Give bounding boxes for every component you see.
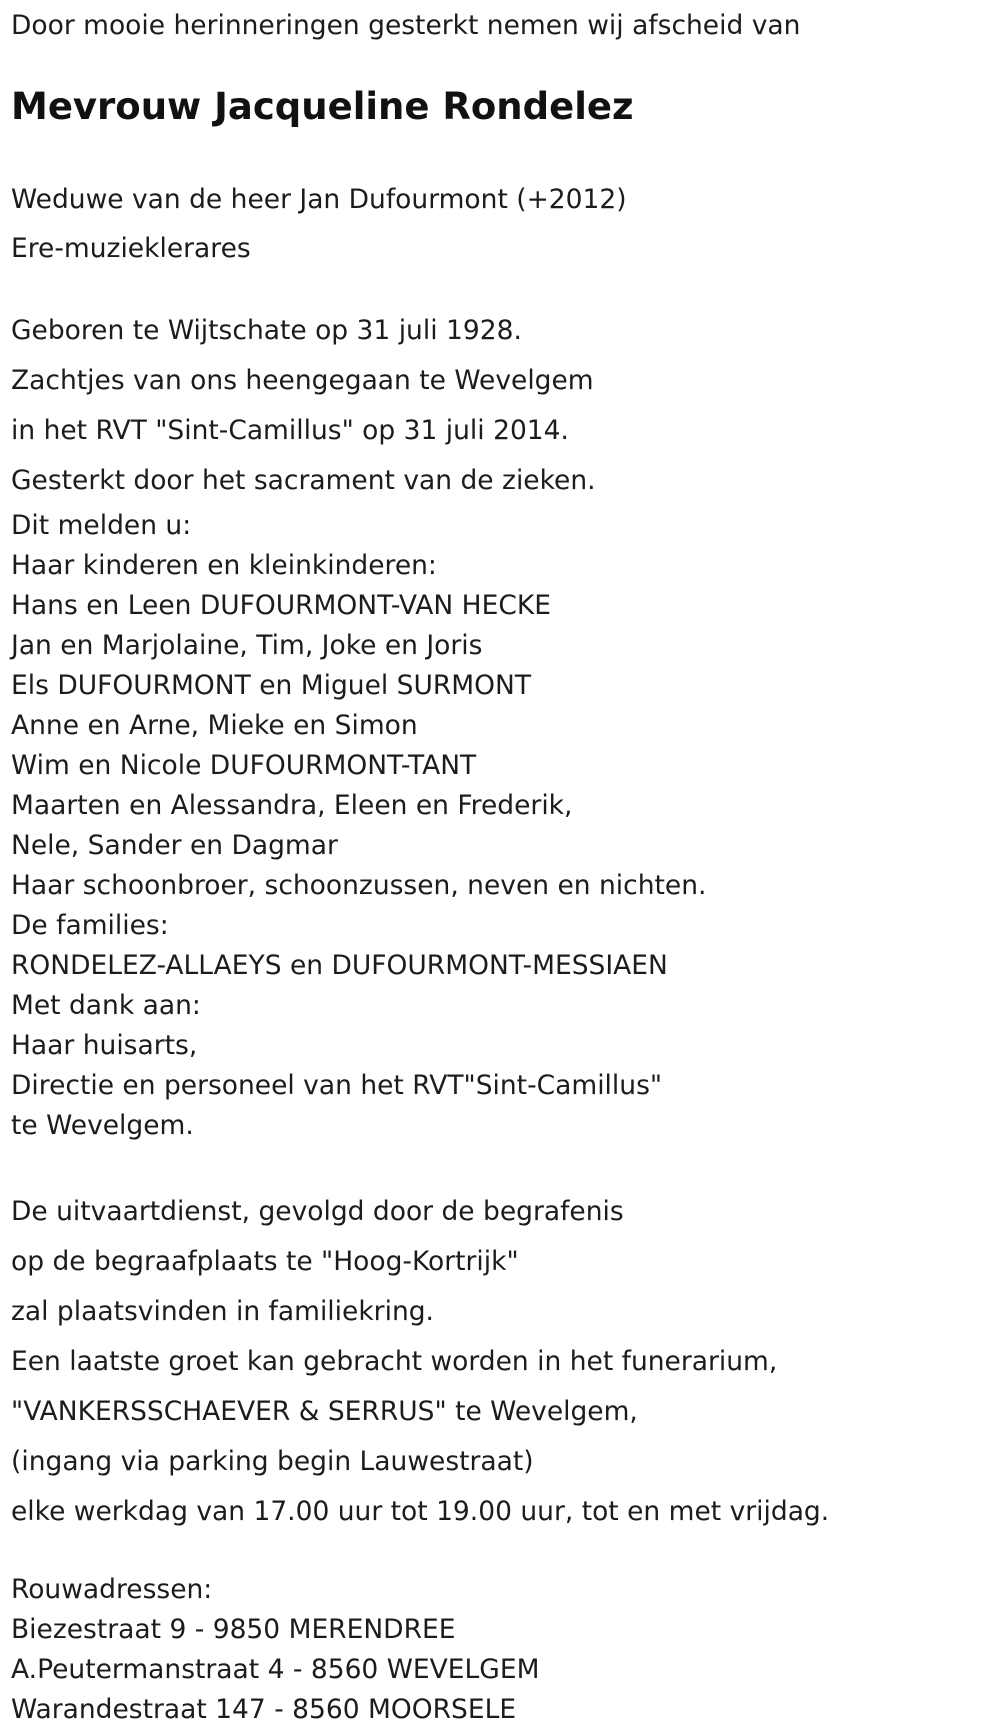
family-line: De families: bbox=[11, 910, 169, 941]
deceased-name: Mevrouw Jacqueline Rondelez bbox=[11, 85, 634, 128]
family-line: Hans en Leen DUFOURMONT-VAN HECKE bbox=[11, 590, 551, 621]
status-line: Ere-muzieklerares bbox=[11, 233, 251, 264]
service-line: De uitvaartdienst, gevolgd door de begrafenis bbox=[11, 1196, 624, 1227]
family-line: Els DUFOURMONT en Miguel SURMONT bbox=[11, 670, 532, 701]
service-line: (ingang via parking begin Lauwestraat) bbox=[11, 1446, 534, 1477]
family-line: RONDELEZ-ALLAEYS en DUFOURMONT-MESSIAEN bbox=[11, 950, 668, 981]
family-line: Maarten en Alessandra, Eleen en Frederik, bbox=[11, 790, 573, 821]
service-line: Een laatste groet kan gebracht worden in het funerarium, bbox=[11, 1346, 778, 1377]
life-line: Gesterkt door het sacrament van de zieken. bbox=[11, 465, 596, 496]
family-line: Haar huisarts, bbox=[11, 1030, 198, 1061]
service-line: "VANKERSSCHAEVER & SERRUS" te Wevelgem, bbox=[11, 1396, 638, 1427]
family-line: Met dank aan: bbox=[11, 990, 201, 1021]
service-line: op de begraafplaats te "Hoog-Kortrijk" bbox=[11, 1246, 519, 1277]
life-line: Geboren te Wijtschate op 31 juli 1928. bbox=[11, 315, 522, 346]
family-line: Dit melden u: bbox=[11, 510, 192, 541]
family-line: Haar kinderen en kleinkinderen: bbox=[11, 550, 437, 581]
family-line: Directie en personeel van het RVT"Sint-Camillus" bbox=[11, 1070, 663, 1101]
service-block bbox=[11, 1187, 829, 1537]
life-line: Zachtjes van ons heengegaan te Wevelgem bbox=[11, 365, 594, 396]
family-line: Haar schoonbroer, schoonzussen, neven en nichten. bbox=[11, 870, 707, 901]
intro-text: Door mooie herinneringen gesterkt nemen wij afscheid van bbox=[11, 10, 801, 41]
family-line: te Wevelgem. bbox=[11, 1110, 194, 1141]
service-line: zal plaatsvinden in familiekring. bbox=[11, 1296, 434, 1327]
service-line: elke werkdag van 17.00 uur tot 19.00 uur, tot en met vrijdag. bbox=[11, 1496, 830, 1527]
family-line: Nele, Sander en Dagmar bbox=[11, 830, 338, 861]
family-line: Anne en Arne, Mieke en Simon bbox=[11, 710, 418, 741]
family-block bbox=[11, 506, 706, 1146]
address-line: Rouwadressen: bbox=[11, 1574, 213, 1605]
address-line: Biezestraat 9 - 9850 MERENDREE bbox=[11, 1614, 456, 1645]
address-line: Warandestraat 147 - 8560 MOORSELE bbox=[11, 1694, 517, 1725]
address-line: A.Peutermanstraat 4 - 8560 WEVELGEM bbox=[11, 1654, 540, 1685]
family-line: Jan en Marjolaine, Tim, Joke en Joris bbox=[11, 630, 483, 661]
family-line: Wim en Nicole DUFOURMONT-TANT bbox=[11, 750, 477, 781]
life-line: in het RVT "Sint-Camillus" op 31 juli 2014. bbox=[11, 415, 569, 446]
status-block bbox=[11, 175, 627, 273]
status-line: Weduwe van de heer Jan Dufourmont (+2012) bbox=[11, 184, 627, 215]
address-block bbox=[11, 1570, 539, 1730]
life-block bbox=[11, 306, 596, 506]
